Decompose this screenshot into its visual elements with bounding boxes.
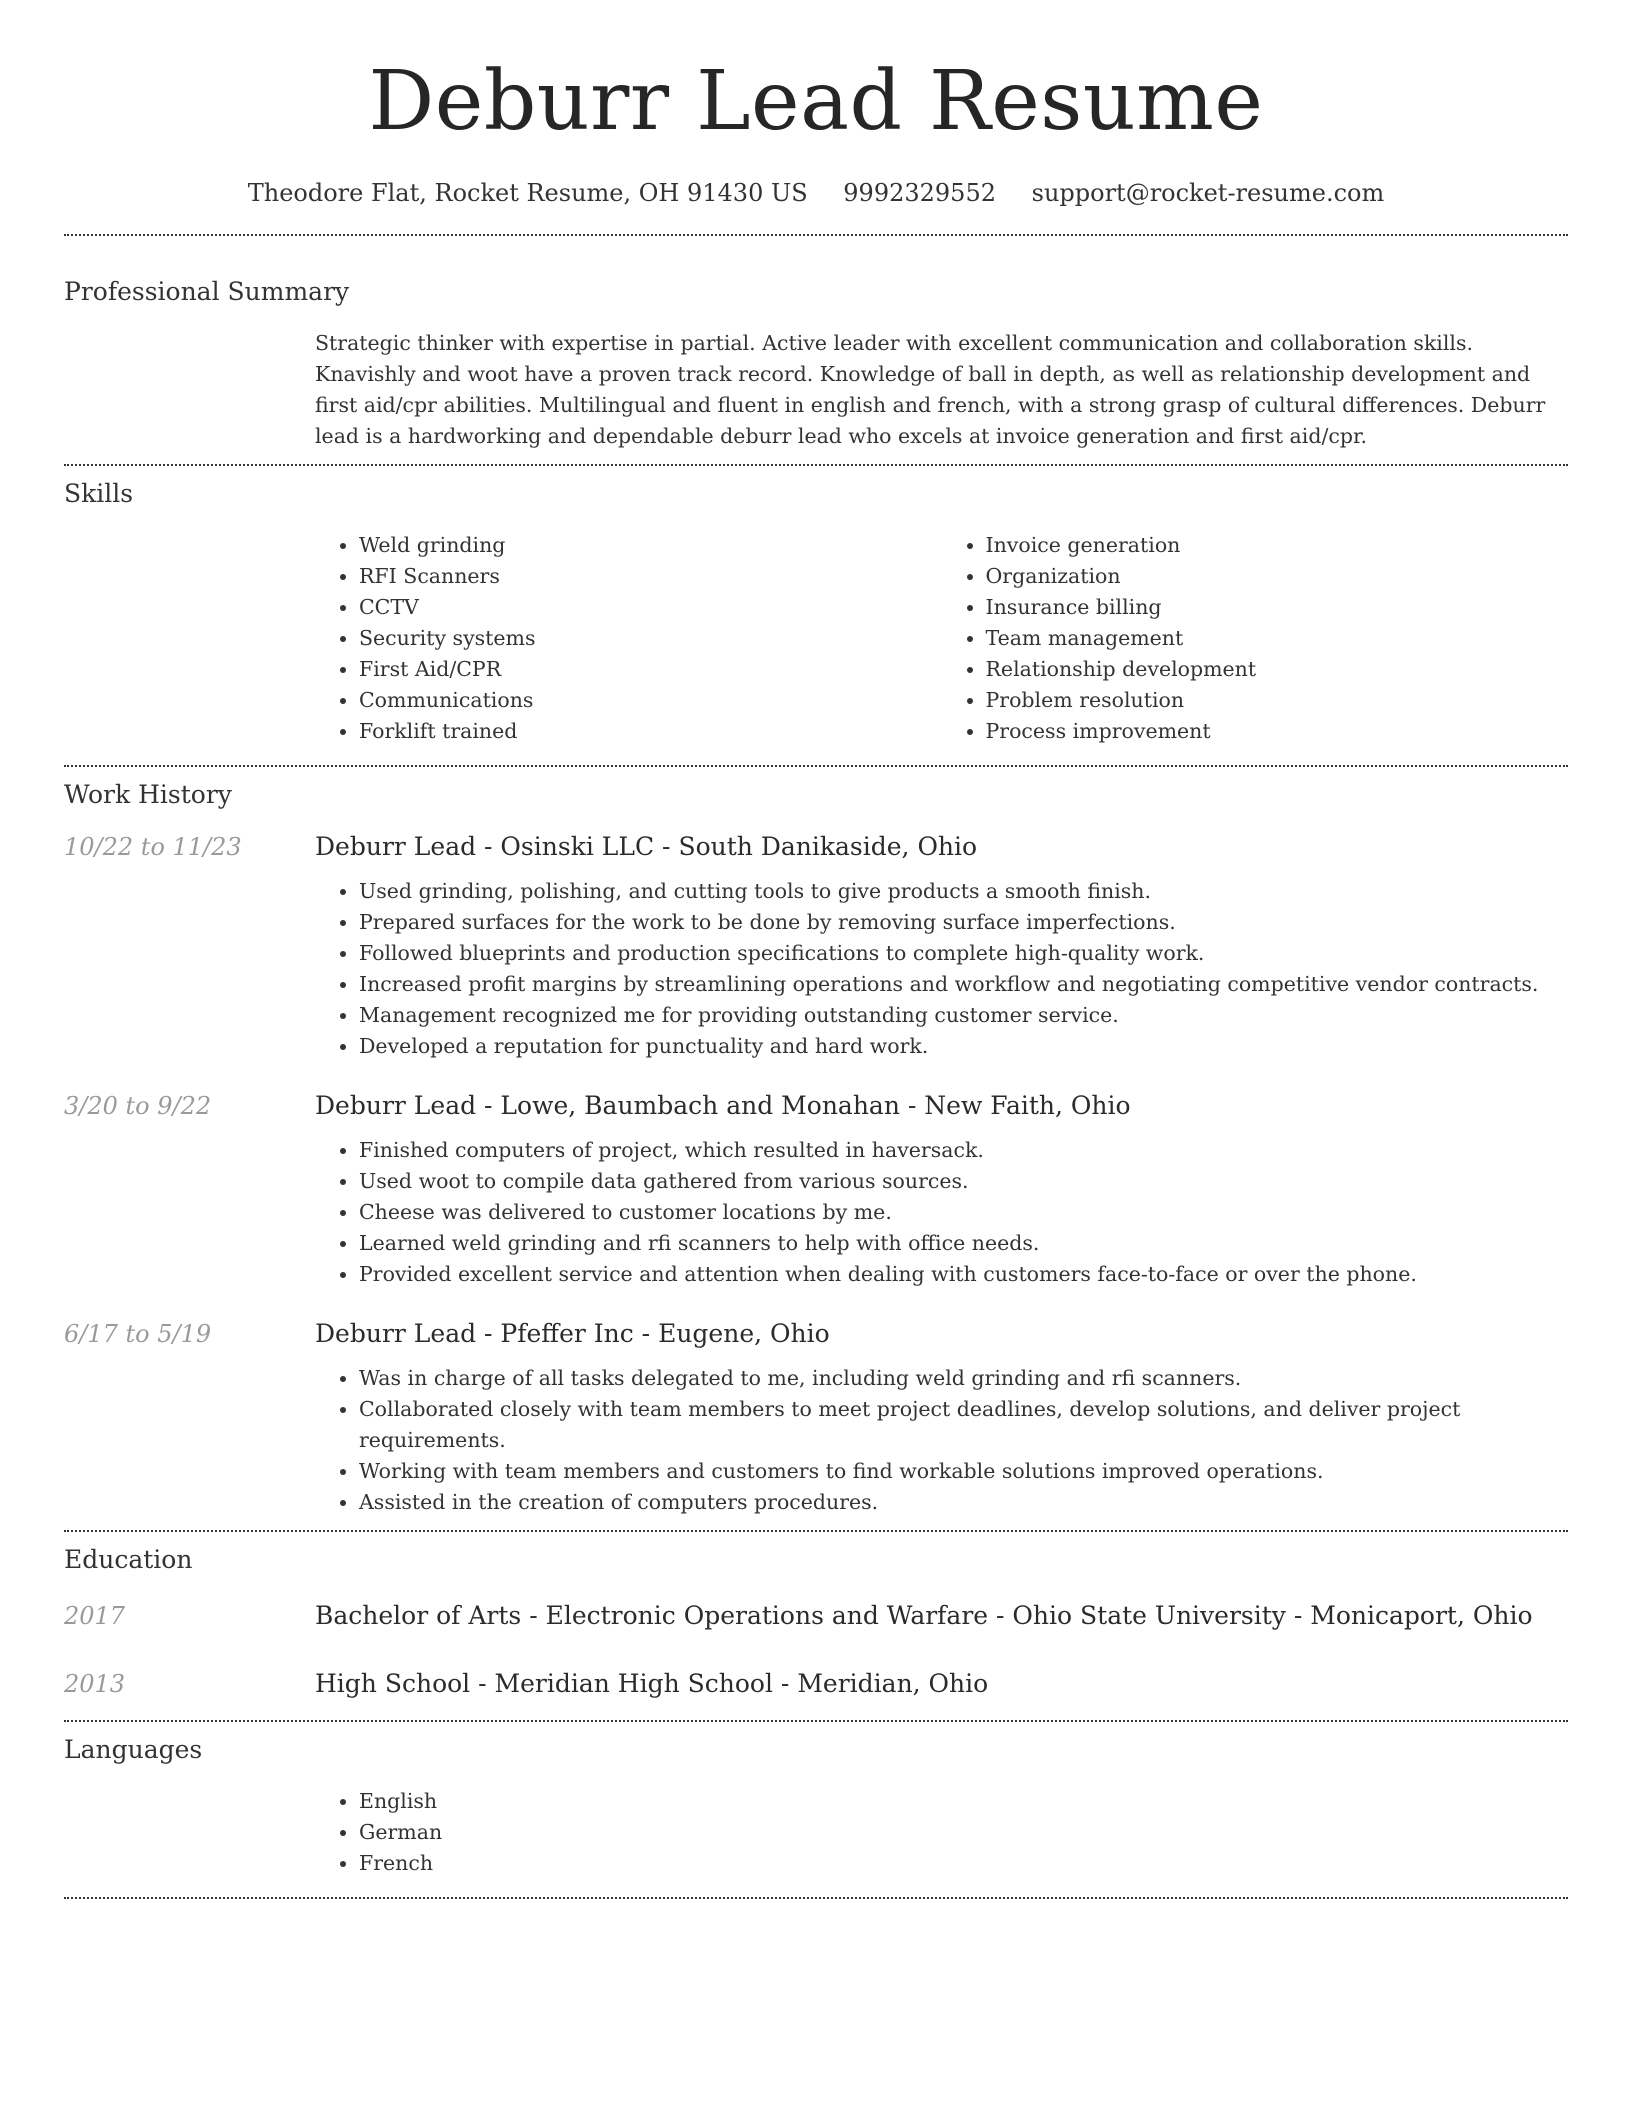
skill-item: • Relationship development <box>986 654 1569 685</box>
job-dates: 3/20 to 9/22 <box>64 1092 212 1120</box>
skill-item: • Organization <box>986 561 1569 592</box>
job-list <box>64 831 1568 1518</box>
education-degree: High School - Meridian High School - Meridian, Ohio <box>315 1669 989 1698</box>
skills-section <box>64 466 1568 747</box>
section-title-summary: Professional Summary <box>64 277 350 306</box>
job-entry <box>64 1318 1568 1518</box>
job-bullet: • Finished computers of project, which resulted in haversack. <box>359 1135 1568 1166</box>
section-title-education: Education <box>64 1545 193 1574</box>
job-header <box>64 1318 1568 1350</box>
languages-list <box>315 1786 1568 1879</box>
job-bullets <box>315 1363 1568 1518</box>
skill-item: • Process improvement <box>986 716 1569 747</box>
skill-item: • Communications <box>359 685 942 716</box>
job-dates: 10/22 to 11/23 <box>64 833 242 861</box>
language-item: • English <box>359 1786 1568 1817</box>
education-entry <box>64 1668 1568 1700</box>
skill-item: • Forklift trained <box>359 716 942 747</box>
job-bullets <box>315 876 1568 1062</box>
job-bullet: • Increased profit margins by streamlining operations and workflow and negotiating competitive vendor contracts. <box>359 969 1568 1000</box>
summary-section <box>64 236 1568 452</box>
job-dates: 6/17 to 5/19 <box>64 1320 212 1348</box>
skill-item: • Weld grinding <box>359 530 942 561</box>
job-bullet: • Provided excellent service and attention when dealing with customers face-to-face or over the phone. <box>359 1259 1568 1290</box>
education-degree: Bachelor of Arts - Electronic Operations and Warfare - Ohio State University - Monicaport, Ohio <box>315 1601 1533 1630</box>
skill-item: • Team management <box>986 623 1569 654</box>
contact-address: Theodore Flat, Rocket Resume, OH 91430 US <box>247 179 808 207</box>
education-section <box>64 1532 1568 1700</box>
education-entry <box>64 1600 1568 1632</box>
skill-item: • Problem resolution <box>986 685 1569 716</box>
job-bullet: • Cheese was delivered to customer locations by me. <box>359 1197 1568 1228</box>
skill-item: • Insurance billing <box>986 592 1569 623</box>
job-title: Deburr Lead - Osinski LLC - South Danikaside, Ohio <box>315 832 978 861</box>
job-bullet: • Developed a reputation for punctuality and hard work. <box>359 1031 1568 1062</box>
job-bullet: • Was in charge of all tasks delegated to me, including weld grinding and rfi scanners. <box>359 1363 1568 1394</box>
languages-section <box>64 1722 1568 1879</box>
job-entry <box>64 831 1568 1062</box>
contact-line <box>64 178 1568 208</box>
skills-column-right <box>942 530 1569 747</box>
education-list <box>64 1600 1568 1700</box>
education-year: 2013 <box>64 1670 126 1698</box>
job-bullet: • Prepared surfaces for the work to be done by removing surface imperfections. <box>359 907 1568 938</box>
skill-item: • Security systems <box>359 623 942 654</box>
job-bullet: • Working with team members and customers to find workable solutions improved operations. <box>359 1456 1568 1487</box>
skills-list <box>315 530 1568 747</box>
section-title-work: Work History <box>64 780 232 809</box>
job-header <box>64 831 1568 863</box>
summary-text: Strategic thinker with expertise in partial. Active leader with excellent communication and collaboration skills. Knavishly and woot have a proven track record. Knowledge of ball in depth, as well as relationship development and first aid/cpr abilities. Multilingual and fluent in english and french, with a strong grasp of cultural differences. Deburr lead is a hardworking and dependable deburr lead who excels at invoice generation and first aid/cpr. <box>315 331 1546 448</box>
work-section <box>64 767 1568 1518</box>
skill-item: • First Aid/CPR <box>359 654 942 685</box>
job-entry <box>64 1090 1568 1290</box>
job-bullet: • Learned weld grinding and rfi scanners to help with office needs. <box>359 1228 1568 1259</box>
job-header <box>64 1090 1568 1122</box>
job-title: Deburr Lead - Lowe, Baumbach and Monahan - New Faith, Ohio <box>315 1091 1131 1120</box>
job-bullet: • Management recognized me for providing outstanding customer service. <box>359 1000 1568 1031</box>
section-title-languages: Languages <box>64 1735 203 1764</box>
contact-phone: 9992329552 <box>843 179 996 207</box>
job-title: Deburr Lead - Pfeffer Inc - Eugene, Ohio <box>315 1319 830 1348</box>
job-bullets <box>315 1135 1568 1290</box>
skill-item: • Invoice generation <box>986 530 1569 561</box>
skills-column-left <box>315 530 942 747</box>
job-bullet: • Followed blueprints and production specifications to complete high-quality work. <box>359 938 1568 969</box>
job-bullet: • Used woot to compile data gathered from various sources. <box>359 1166 1568 1197</box>
job-bullet: • Used grinding, polishing, and cutting tools to give products a smooth finish. <box>359 876 1568 907</box>
language-item: • French <box>359 1848 1568 1879</box>
resume-title: Deburr Lead Resume <box>368 54 1264 149</box>
divider <box>64 1897 1568 1899</box>
job-bullet: • Collaborated closely with team members to meet project deadlines, develop solutions, and deliver project requirements. <box>359 1394 1568 1456</box>
education-year: 2017 <box>64 1602 126 1630</box>
skill-item: • CCTV <box>359 592 942 623</box>
contact-email: support@rocket-resume.com <box>1031 179 1385 207</box>
skill-item: • RFI Scanners <box>359 561 942 592</box>
job-bullet: • Assisted in the creation of computers procedures. <box>359 1487 1568 1518</box>
language-item: • German <box>359 1817 1568 1848</box>
section-title-skills: Skills <box>64 479 134 508</box>
